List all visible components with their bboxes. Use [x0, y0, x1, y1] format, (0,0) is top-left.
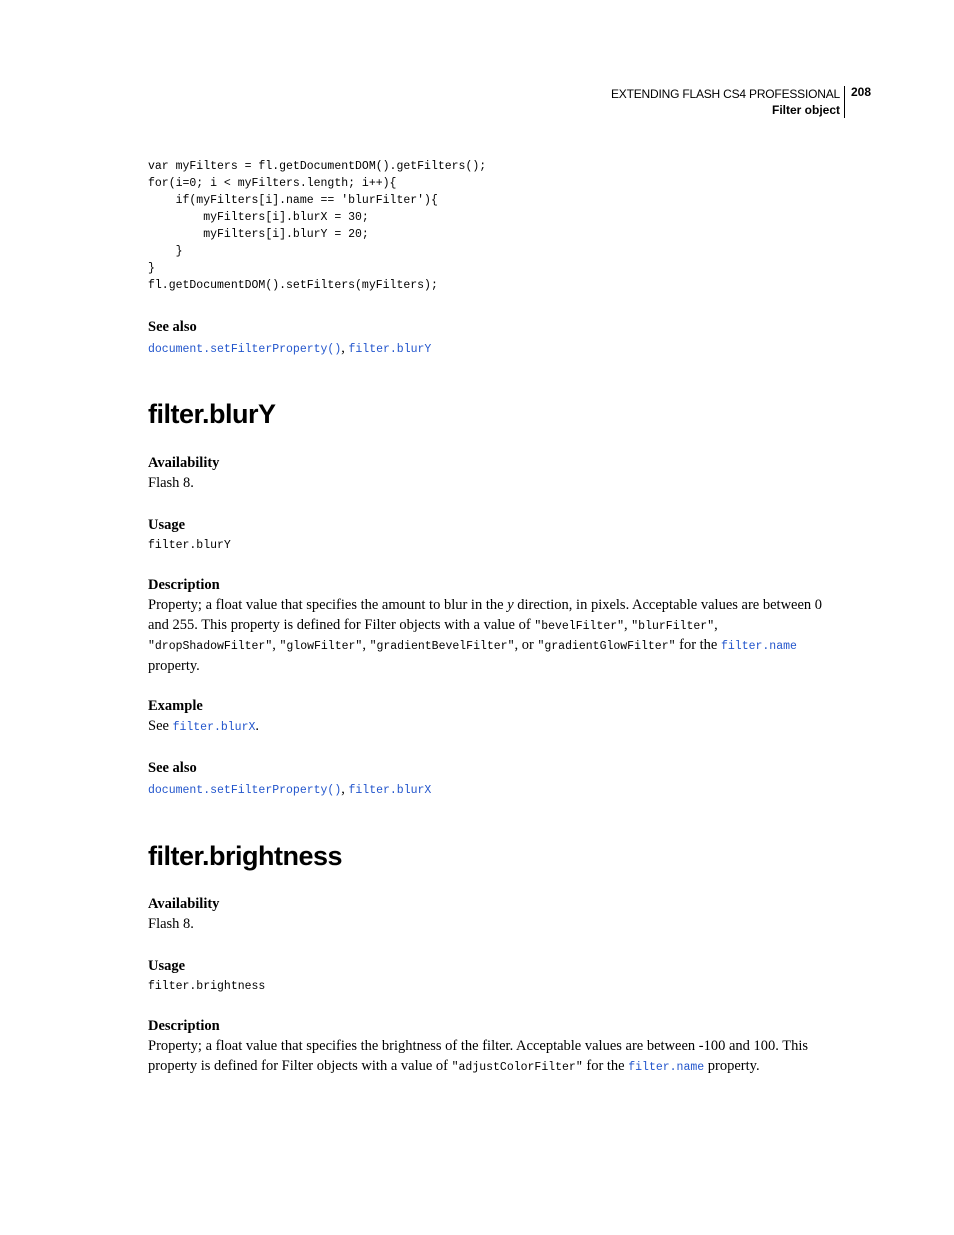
link-filter-name[interactable]: filter.name [721, 640, 797, 653]
description-text: Property; a float value that specifies the amount to blur in the y direction, in pixels. Acceptable values are between 0 and 255. This property is defined for Filter objects with a value of "bevelFilter", "blurFilter", "dropShadowFilter", "glowFilter", "gradientBevelFilter", or "gradientGlowFilter" for the filter.name property. [148, 597, 823, 674]
link-document-setfilterproperty[interactable]: document.setFilterProperty() [148, 343, 342, 356]
desc-code-bevel: "bevelFilter" [534, 619, 625, 633]
desc-code-gradientbevel: "gradientBevelFilter" [369, 640, 515, 653]
section-title-filter-blury: filter.blurY [148, 399, 276, 429]
link-filter-blurx[interactable]: filter.blurX [172, 721, 256, 734]
guide-title: EXTENDING FLASH CS4 PROFESSIONAL [611, 87, 840, 101]
link-filter-name[interactable]: filter.name [628, 1060, 705, 1074]
see-also-heading: See also [148, 319, 197, 335]
header-divider [844, 86, 845, 118]
usage-heading-brightness: Usage [148, 958, 186, 974]
section-title: Filter object [771, 103, 840, 117]
desc-code-adjustcolor: "adjustColorFilter" [451, 1060, 583, 1074]
desc-for-the: for the [679, 637, 718, 653]
page-number: 208 [851, 85, 872, 99]
desc-or: or [521, 637, 534, 653]
availability-heading: Availability [148, 455, 220, 471]
section-title-filter-brightness: filter.brightness [148, 841, 343, 871]
code-sample: var myFilters = fl.getDocumentDOM().getFilters(); for(i=0; i < myFilters.length; i++){ if(myFilters[i].name == 'blurFilter'){ myFilters[i].blurX = 30; myFilters[i].blurY = 20; } } fl.getDocumentDOM().setFilters(myFilters); [148, 160, 487, 292]
header-text [611, 86, 840, 118]
example-text: See filter.blurX. [148, 718, 260, 734]
usage-code-brightness: filter.brightness [148, 980, 266, 993]
see-also-heading-blury: See also [148, 760, 197, 776]
example-heading: Example [148, 698, 203, 714]
usage-heading: Usage [148, 517, 186, 533]
desc-for-the-brightness: for the [586, 1057, 625, 1074]
availability-text-brightness: Flash 8. [148, 916, 194, 932]
desc-end-brightness: property. [707, 1057, 760, 1074]
link-filter-blury[interactable]: filter.blurY [348, 343, 432, 356]
description-heading: Description [148, 577, 220, 593]
desc-code-blur: "blurFilter" [631, 619, 715, 633]
desc-italic: y [507, 597, 514, 613]
availability-heading-brightness: Availability [148, 896, 220, 912]
desc-end: property. [148, 657, 200, 674]
desc-text-1: Property; a float value that specifies the amount to blur in the [148, 597, 508, 613]
availability-text: Flash 8. [148, 475, 194, 491]
link-filter-blurx[interactable]: filter.blurX [348, 784, 432, 797]
example-prefix: See [148, 718, 173, 734]
description-heading-brightness: Description [148, 1018, 220, 1034]
link-document-setfilterproperty[interactable]: document.setFilterProperty() [148, 784, 342, 797]
see-also-links-blury: document.setFilterProperty(), filter.blurX [148, 781, 432, 797]
desc-text-brightness: Property; a float value that specifies the brightness of the filter. Acceptable values are between -100 and 100. This property is defined for Filter objects with a value of [148, 1038, 809, 1074]
desc-code-dropshadow: "dropShadowFilter" [148, 640, 273, 653]
usage-code: filter.blurY [148, 539, 231, 552]
desc-text-2: direction, in pixels. Acceptable values are between 0 and 255. This property is defined for Filter objects with a value of [148, 597, 823, 633]
description-text-brightness [148, 1037, 838, 1077]
desc-code-glow: "glowFilter" [279, 640, 363, 653]
desc-code-gradientglow: "gradientGlowFilter" [537, 640, 676, 653]
see-also-links: document.setFilterProperty(), filter.blurY [148, 340, 432, 356]
